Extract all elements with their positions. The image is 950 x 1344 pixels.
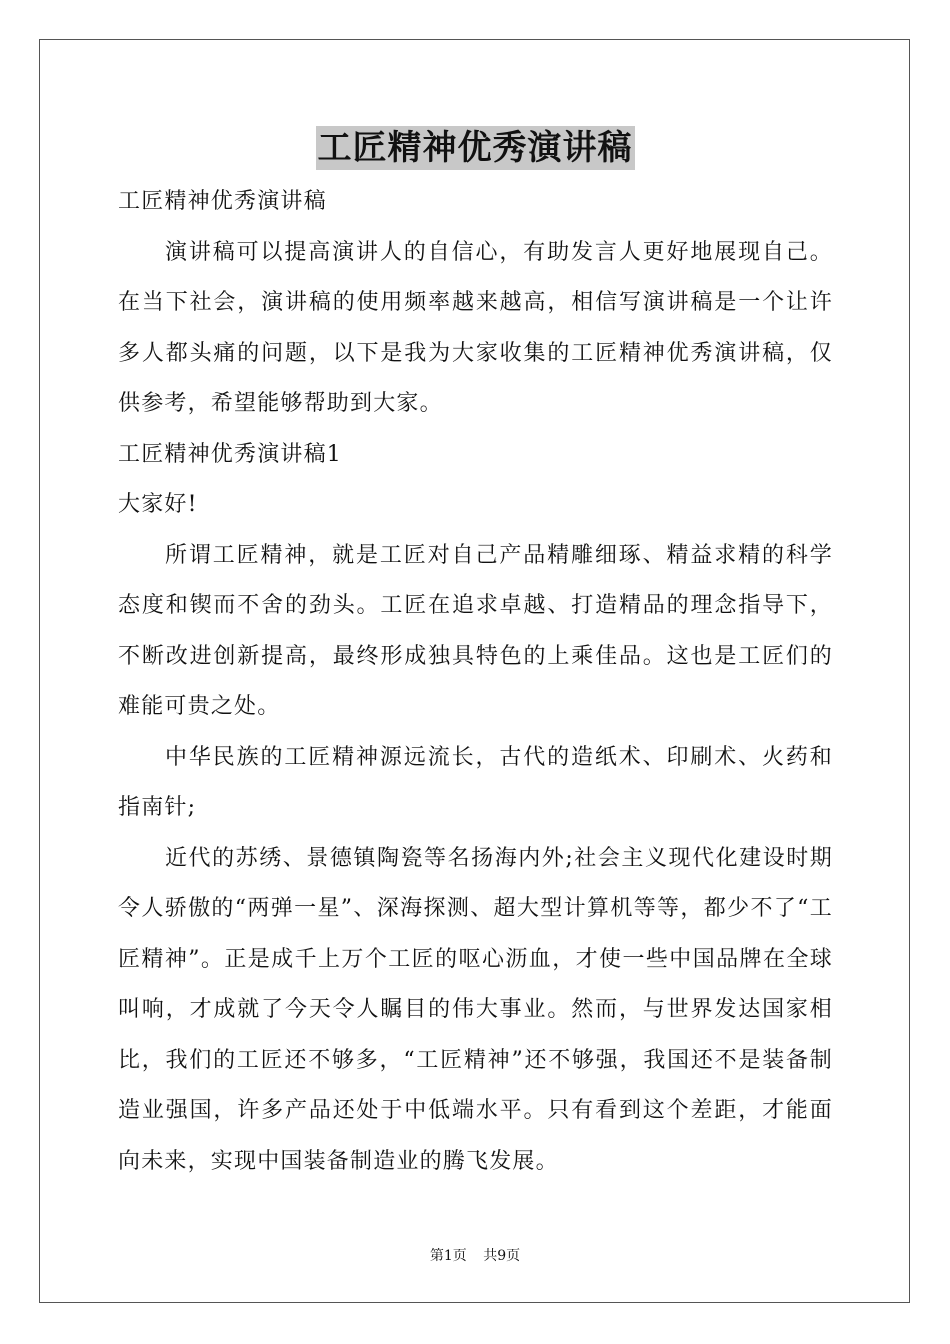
title-container (0, 126, 950, 170)
page-footer (0, 1247, 950, 1265)
paragraph-heading-1: 工匠精神优秀演讲稿1 (118, 441, 342, 467)
paragraph-subtitle: 工匠精神优秀演讲稿 (118, 189, 327, 214)
paragraph-body: 近代的苏绣、景德镇陶瓷等名扬海内外;社会主义现代化建设时期令人骄傲的“两弹一星”、深海探测、超大型计算机等等，都少不了“工匠精神”。正是成千上万个工匠的呕心沥血，才使一些中国品牌在全球叫响，才成就了今天令人瞩目的伟大事业。然而，与世界发达国家相比，我们的工匠还不够多，“工匠精神”还不够强，我国还不是装备制造业强国，许多产品还处于中低端水平。只有看到这个差距，才能面向未来，实现中国装备制造业的腾飞发展。 (118, 845, 833, 1174)
document-body (118, 177, 833, 1187)
page-number-total: 共9页 (483, 1248, 521, 1264)
paragraph-body: 所谓工匠精神，就是工匠对自己产品精雕细琢、精益求精的科学态度和锲而不舍的劲头。工匠在追求卓越、打造精品的理念指导下，不断改进创新提高，最终形成独具特色的上乘佳品。这也是工匠们的难能可贵之处。 (118, 542, 833, 719)
document-title: 工匠精神优秀演讲稿 (317, 128, 633, 168)
paragraph-greeting: 大家好! (118, 492, 198, 517)
paragraph-body: 中华民族的工匠精神源远流长，古代的造纸术、印刷术、火药和指南针; (118, 744, 833, 820)
page-number-current: 第1页 (429, 1248, 467, 1264)
paragraph-intro: 演讲稿可以提高演讲人的自信心，有助发言人更好地展现自己。在当下社会，演讲稿的使用频率越来越高，相信写演讲稿是一个让许多人都头痛的问题，以下是我为大家收集的工匠精神优秀演讲稿，仅供参考，希望能够帮助到大家。 (118, 239, 833, 416)
